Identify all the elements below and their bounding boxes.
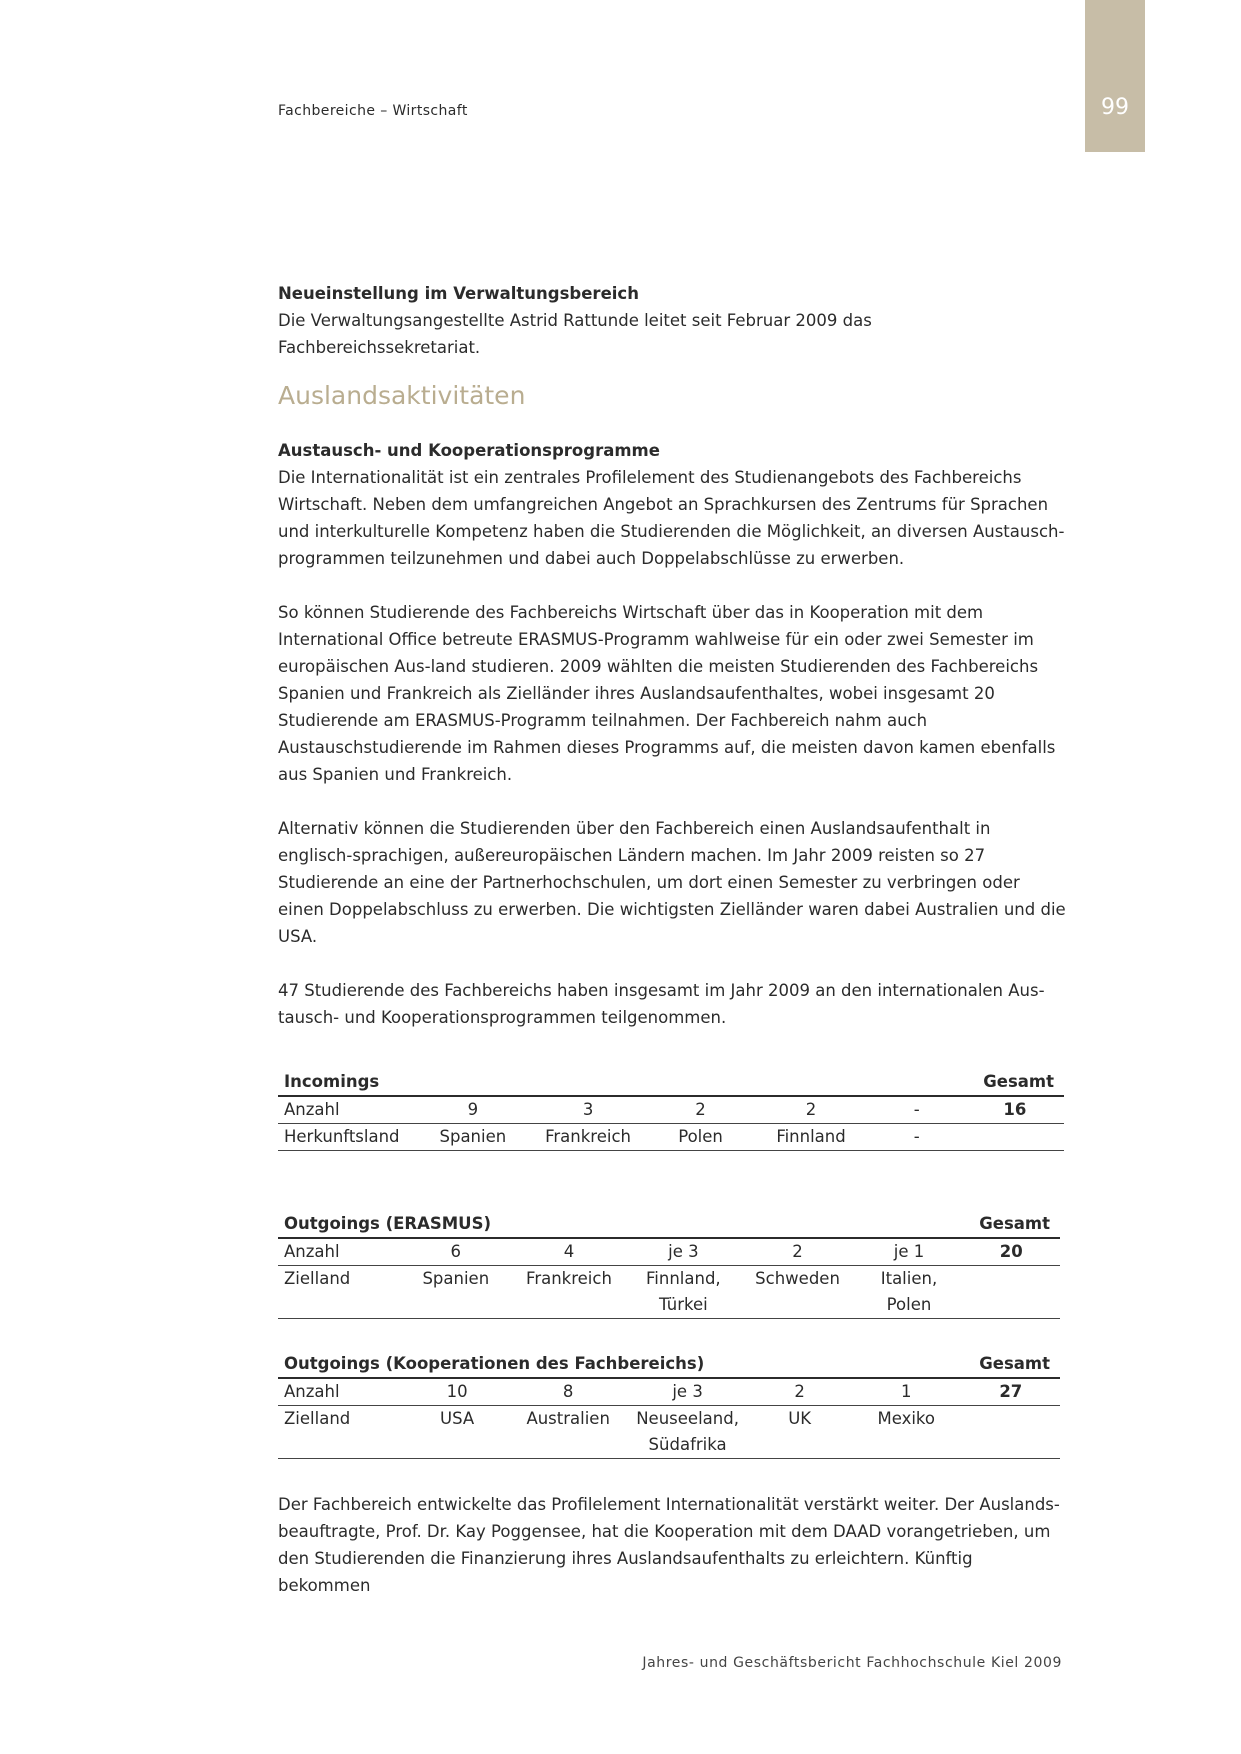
table-row xyxy=(278,1266,1060,1319)
table-total-header: Gesamt xyxy=(963,1211,1060,1238)
incomings-table xyxy=(278,1069,1064,1151)
table-cell: Polen xyxy=(647,1124,754,1151)
table-cell: 2 xyxy=(748,1378,850,1406)
paragraph-1: Die Internationalität ist ein zentrales Profilelement des Studienangebots des Fachbereichs Wirtschaft. Neben dem umfangreichen Angebot an Sprachkursen des Zentrums für Sprachen und interkulturelle Kompetenz haben die Studierenden die Möglichkeit, an diversen Austausch-programmen teilzunehmen und dabei auch Doppelabschlüsse zu erwerben. xyxy=(278,468,1065,568)
table-cell: USA xyxy=(405,1406,510,1459)
table-cell: Australien xyxy=(510,1406,627,1459)
table-total-header: Gesamt xyxy=(966,1069,1064,1096)
table-cell: Neuseeland, Südafrika xyxy=(627,1406,749,1459)
table-cell: 8 xyxy=(510,1378,627,1406)
page-footer: Jahres- und Geschäftsbericht Fachhochschule Kiel 2009 xyxy=(642,1655,1062,1671)
table-cell xyxy=(963,1266,1060,1319)
table-cell: je 3 xyxy=(627,1238,740,1266)
table-cell xyxy=(962,1406,1060,1459)
table-cell: 6 xyxy=(401,1238,511,1266)
table-cell: - xyxy=(868,1096,966,1124)
table-total-header: Gesamt xyxy=(962,1351,1060,1378)
table-cell: Frankreich xyxy=(529,1124,647,1151)
table-cell: Frankreich xyxy=(511,1266,627,1319)
row-label: Zielland xyxy=(278,1266,401,1319)
table-cell: Spanien xyxy=(416,1124,529,1151)
table-cell: UK xyxy=(748,1406,850,1459)
table-cell: 1 xyxy=(851,1378,962,1406)
page-tab xyxy=(1085,0,1145,152)
section-subheading: Austausch- und Kooperationsprogramme xyxy=(278,441,660,460)
row-label: Anzahl xyxy=(278,1096,416,1124)
running-header: Fachbereiche – Wirtschaft xyxy=(278,103,468,119)
kooperation-table xyxy=(278,1351,1060,1459)
table-cell: 9 xyxy=(416,1096,529,1124)
table-row xyxy=(278,1124,1064,1151)
intro-heading: Neueinstellung im Verwaltungsbereich xyxy=(278,284,639,303)
paragraph-2: So können Studierende des Fachbereichs Wirtschaft über das in Kooperation mit dem International Office betreute ERASMUS-Programm wahlweise für ein oder zwei Semester im europäischen Aus-land studieren. 2009 wählten die meisten Studierenden des Fachbereichs Spanien und Frankreich als Zielländer ihres Auslandsaufenthaltes, wobei insgesamt 20 Studierende am ERASMUS-Programm teilnahmen. Der Fachbereich nahm auch Austauschstudierende im Rahmen dieses Programms auf, die meisten davon kamen ebenfalls aus Spanien und Frankreich. xyxy=(278,603,1056,784)
table-title: Outgoings (Kooperationen des Fachbereichs) xyxy=(278,1351,962,1378)
table-row xyxy=(278,1096,1064,1124)
erasmus-table xyxy=(278,1211,1060,1319)
table-cell: Finnland xyxy=(754,1124,868,1151)
table-cell: 2 xyxy=(740,1238,856,1266)
table-cell: 2 xyxy=(754,1096,868,1124)
row-label: Anzahl xyxy=(278,1238,401,1266)
table-row xyxy=(278,1406,1060,1459)
table-title: Incomings xyxy=(278,1069,966,1096)
table-cell: Spanien xyxy=(401,1266,511,1319)
intro-text: Die Verwaltungsangestellte Astrid Rattunde leitet seit Februar 2009 das Fachbereichssekretariat. xyxy=(278,311,872,357)
table-row xyxy=(278,1238,1060,1266)
table-total-cell: 16 xyxy=(966,1096,1064,1124)
table-cell: 4 xyxy=(511,1238,627,1266)
table-cell: Italien, Polen xyxy=(855,1266,962,1319)
closing-paragraph: Der Fachbereich entwickelte das Profilelement Internationalität verstärkt weiter. Der Auslands-beauftragte, Prof. Dr. Kay Poggensee, hat die Kooperation mit dem DAAD vorangetrieben, um den Studierenden die Finanzierung ihres Auslandsaufenthalts zu erleichtern. Künftig bekommen xyxy=(278,1495,1060,1595)
table-cell: 3 xyxy=(529,1096,647,1124)
row-label: Zielland xyxy=(278,1406,405,1459)
main-content xyxy=(278,280,1068,1599)
table-cell xyxy=(966,1124,1064,1151)
table-cell: - xyxy=(868,1124,966,1151)
table-total-cell: 20 xyxy=(963,1238,1060,1266)
paragraph-3: Alternativ können die Studierenden über den Fachbereich einen Auslandsaufenthalt in englisch-sprachigen, außereuropäischen Ländern machen. Im Jahr 2009 reisten so 27 Studierende an eine der Partnerhochschulen, um dort einen Semester zu verbringen oder einen Doppelabschluss zu erwerben. Die wichtigsten Zielländer waren dabei Australien und die USA. xyxy=(278,819,1066,946)
table-cell: Finnland, Türkei xyxy=(627,1266,740,1319)
paragraph-4: 47 Studierende des Fachbereichs haben insgesamt im Jahr 2009 an den internationalen Aus-tausch- und Kooperationsprogrammen teilgenommen. xyxy=(278,981,1045,1027)
table-total-cell: 27 xyxy=(962,1378,1060,1406)
table-cell: 10 xyxy=(405,1378,510,1406)
table-cell: 2 xyxy=(647,1096,754,1124)
section-title: Auslandsaktivitäten xyxy=(278,381,526,410)
table-cell: je 3 xyxy=(627,1378,749,1406)
table-title: Outgoings (ERASMUS) xyxy=(278,1211,963,1238)
row-label: Anzahl xyxy=(278,1378,405,1406)
table-cell: je 1 xyxy=(855,1238,962,1266)
table-cell: Schweden xyxy=(740,1266,856,1319)
page-number: 99 xyxy=(1101,95,1129,120)
row-label: Herkunftsland xyxy=(278,1124,416,1151)
table-cell: Mexiko xyxy=(851,1406,962,1459)
table-row xyxy=(278,1378,1060,1406)
